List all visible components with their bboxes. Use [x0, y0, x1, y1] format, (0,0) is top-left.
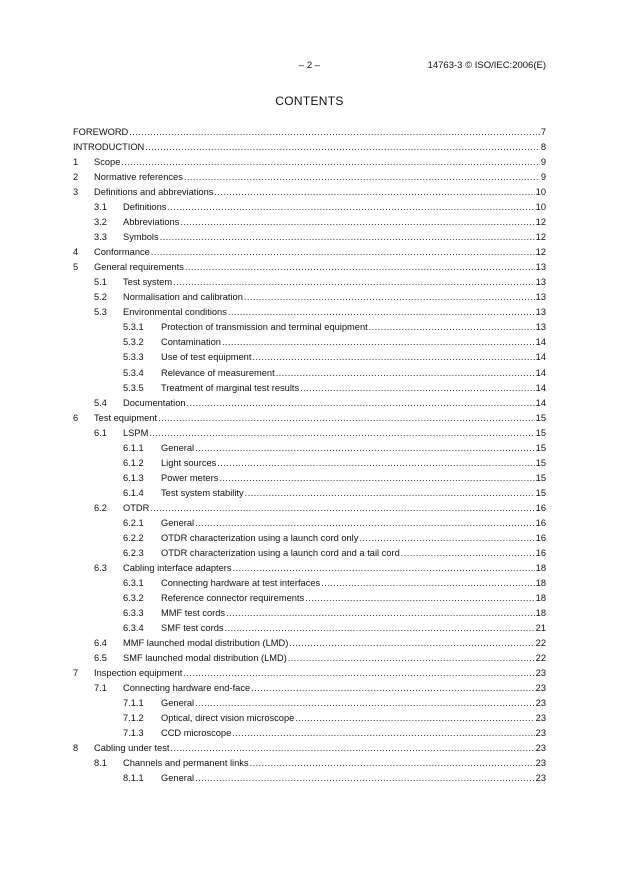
- toc-entry-title: Use of test equipment: [161, 352, 252, 363]
- toc-entry-number: 1: [73, 157, 79, 168]
- toc-entry-page: 22: [535, 653, 546, 664]
- toc-entry-number: 5.4: [94, 397, 107, 408]
- toc-entry-page: 15: [535, 427, 546, 438]
- toc-entry-number: 6.3.2: [123, 592, 144, 603]
- toc-entry-title: Symbols: [123, 232, 159, 243]
- toc-entry[interactable]: [73, 275, 546, 290]
- toc-entry-page: 16: [535, 532, 546, 543]
- toc-entry[interactable]: [73, 125, 546, 140]
- toc-leader-dots: [151, 245, 535, 260]
- toc-entry-number: 5.3.5: [123, 382, 144, 393]
- toc-leader-dots: [187, 396, 535, 411]
- toc-entry-number: 8: [73, 743, 79, 754]
- toc-entry-page: 15: [535, 442, 546, 453]
- toc-entry-page: 13: [535, 322, 546, 333]
- toc-leader-dots: [219, 471, 534, 486]
- toc-entry-title: OTDR: [123, 502, 150, 513]
- toc-leader-dots: [214, 185, 534, 200]
- toc-entry-number: 6.1.2: [123, 457, 144, 468]
- toc-entry-page: 23: [535, 758, 546, 769]
- toc-leader-dots: [276, 366, 535, 381]
- toc-entry-number: 6.1: [94, 427, 107, 438]
- toc-entry-title: Environmental conditions: [123, 307, 227, 318]
- toc-entry[interactable]: [73, 711, 546, 726]
- toc-leader-dots: [251, 681, 535, 696]
- toc-entry-title: General: [161, 517, 195, 528]
- toc-entry-number: 5.3.3: [123, 352, 144, 363]
- toc-entry[interactable]: [73, 651, 546, 666]
- toc-entry-page: 15: [535, 457, 546, 468]
- toc-entry-page: 23: [535, 728, 546, 739]
- toc-entry-title: FOREWORD: [73, 127, 129, 137]
- toc-leader-dots: [145, 140, 540, 155]
- toc-entry-number: 6.1.4: [123, 487, 144, 498]
- document-id: 14763-3 © ISO/IEC:2006(E): [427, 60, 546, 71]
- toc-entry[interactable]: [73, 411, 546, 426]
- toc-entry-title: Contamination: [161, 337, 221, 348]
- toc-entry-number: 3.2: [94, 217, 107, 228]
- toc-entry[interactable]: [73, 215, 546, 230]
- page-header: [0, 60, 619, 74]
- toc-entry[interactable]: [73, 621, 546, 636]
- toc-entry[interactable]: [73, 771, 546, 786]
- toc-entry-page: 18: [535, 577, 546, 588]
- toc-leader-dots: [232, 726, 534, 741]
- toc-leader-dots: [195, 516, 535, 531]
- toc-leader-dots: [321, 576, 534, 591]
- toc-entry-page: 15: [535, 487, 546, 498]
- toc-entry[interactable]: [73, 185, 546, 200]
- toc-leader-dots: [173, 275, 535, 290]
- toc-leader-dots: [244, 290, 535, 305]
- toc-entry-title: Test system: [123, 277, 173, 288]
- toc-entry[interactable]: [73, 140, 546, 155]
- toc-entry-page: 15: [535, 412, 546, 423]
- toc-entry-number: 5.2: [94, 292, 107, 303]
- toc-entry-number: 6.4: [94, 638, 107, 649]
- toc-leader-dots: [183, 666, 534, 681]
- toc-entry-page: 13: [535, 262, 546, 273]
- toc-entry-title: General: [161, 442, 195, 453]
- toc-entry-page: 14: [535, 367, 546, 378]
- toc-leader-dots: [170, 741, 534, 756]
- toc-entry-page: 23: [535, 668, 546, 679]
- toc-entry[interactable]: [73, 666, 546, 681]
- toc-entry-number: 4: [73, 247, 79, 258]
- toc-leader-dots: [184, 170, 540, 185]
- toc-entry-page: 23: [535, 713, 546, 724]
- toc-entry-page: 14: [535, 337, 546, 348]
- toc-entry[interactable]: [73, 350, 546, 365]
- toc-entry-title: Channels and permanent links: [123, 758, 249, 769]
- toc-entry-title: OTDR characterization using a launch cord only: [161, 532, 359, 543]
- toc-entry[interactable]: [73, 290, 546, 305]
- toc-entry-page: 16: [535, 517, 546, 528]
- toc-entry-title: Light sources: [161, 457, 217, 468]
- toc-entry-title: SMF test cords: [161, 623, 224, 634]
- toc-entry[interactable]: [73, 441, 546, 456]
- toc-entry-number: 5.3.4: [123, 367, 144, 378]
- toc-entry-title: Connecting hardware at test interfaces: [161, 577, 321, 588]
- toc-entry[interactable]: [73, 471, 546, 486]
- toc-leader-dots: [150, 501, 534, 516]
- toc-entry-page: 21: [535, 623, 546, 634]
- toc-entry-title: OTDR characterization using a launch cord and a tail cord: [161, 547, 400, 558]
- toc-entry-title: Test equipment: [94, 412, 158, 423]
- toc-entry-number: 5.3.1: [123, 322, 144, 333]
- toc-leader-dots: [401, 546, 535, 561]
- toc-entry-page: 12: [535, 217, 546, 228]
- toc-leader-dots: [185, 260, 535, 275]
- toc-entry-title: INTRODUCTION: [73, 142, 145, 153]
- toc-leader-dots: [252, 350, 534, 365]
- toc-leader-dots: [121, 155, 539, 170]
- toc-leader-dots: [289, 636, 534, 651]
- toc-entry-title: MMF launched modal distribution (LMD): [123, 638, 289, 649]
- toc-entry-title: General: [161, 773, 195, 784]
- toc-entry-page: 14: [535, 382, 546, 393]
- toc-entry-number: 3.3: [94, 232, 107, 243]
- toc-leader-dots: [288, 651, 535, 666]
- toc-entry[interactable]: [73, 381, 546, 396]
- toc-entry-page: 14: [535, 352, 546, 363]
- toc-leader-dots: [250, 756, 535, 771]
- toc-entry-page: 18: [535, 562, 546, 573]
- toc-entry-page: 23: [535, 698, 546, 709]
- toc-entry-number: 6.3: [94, 562, 107, 573]
- toc-entry-title: LSPM: [123, 427, 149, 438]
- toc-entry-number: 5.1: [94, 277, 107, 288]
- toc-entry-page: 12: [535, 247, 546, 258]
- toc-leader-dots: [195, 441, 535, 456]
- toc-entry-number: 6.2: [94, 502, 107, 513]
- toc-leader-dots: [149, 426, 534, 441]
- toc-entry-number: 7.1: [94, 683, 107, 694]
- toc-leader-dots: [217, 456, 534, 471]
- toc-leader-dots: [369, 320, 535, 335]
- toc-entry-title: Treatment of marginal test results: [161, 382, 300, 393]
- toc-entry-page: 7: [540, 127, 546, 137]
- toc-entry-number: 7.1.1: [123, 698, 144, 709]
- toc-entry[interactable]: [73, 561, 546, 576]
- toc-entry[interactable]: [73, 576, 546, 591]
- toc-leader-dots: [180, 215, 534, 230]
- toc-entry-number: 7.1.3: [123, 728, 144, 739]
- toc-entry-page: 18: [535, 592, 546, 603]
- toc-entry-title: General requirements: [94, 262, 184, 273]
- toc-entry[interactable]: [73, 696, 546, 711]
- toc-entry[interactable]: [73, 726, 546, 741]
- toc-entry-title: Connecting hardware end-face: [123, 683, 251, 694]
- page-title: CONTENTS: [275, 94, 344, 108]
- toc-entry-number: 5: [73, 262, 79, 273]
- toc-entry-number: 6.3.1: [123, 577, 144, 588]
- toc-entry-number: 5.3.2: [123, 337, 144, 348]
- toc-entry[interactable]: [73, 230, 546, 245]
- toc-entry-page: 13: [535, 277, 546, 288]
- toc-entry[interactable]: [73, 741, 546, 756]
- toc-entry-number: 8.1.1: [123, 773, 144, 784]
- toc-entry-page: 8: [540, 142, 546, 153]
- toc-entry-number: 6.1.1: [123, 442, 144, 453]
- toc-entry-number: 5.3: [94, 307, 107, 318]
- toc-entry[interactable]: [73, 260, 546, 275]
- toc-leader-dots: [129, 125, 540, 140]
- toc-entry-title: Cabling interface adapters: [123, 562, 232, 573]
- toc-entry-title: Normative references: [94, 172, 183, 183]
- toc-entry-title: SMF launched modal distribution (LMD): [123, 653, 287, 664]
- toc-leader-dots: [305, 591, 535, 606]
- toc-entry-page: 22: [535, 638, 546, 649]
- toc-entry-title: Documentation: [123, 397, 186, 408]
- toc-entry-page: 9: [540, 172, 546, 183]
- toc-entry[interactable]: [73, 756, 546, 771]
- toc-leader-dots: [195, 696, 535, 711]
- toc-entry[interactable]: [73, 606, 546, 621]
- toc-leader-dots: [225, 621, 535, 636]
- toc-entry-page: 23: [535, 773, 546, 784]
- toc-entry[interactable]: [73, 456, 546, 471]
- toc-leader-dots: [300, 381, 535, 396]
- toc-entry-title: Optical, direct vision microscope: [161, 713, 295, 724]
- toc-leader-dots: [359, 531, 534, 546]
- toc-entry-title: Reference connector requirements: [161, 592, 305, 603]
- toc-entry-page: 16: [535, 547, 546, 558]
- toc-entry-number: 7.1.2: [123, 713, 144, 724]
- toc-entry-page: 9: [540, 157, 546, 168]
- toc-entry[interactable]: [73, 486, 546, 501]
- toc-entry[interactable]: [73, 681, 546, 696]
- table-of-contents: [73, 125, 546, 786]
- toc-leader-dots: [167, 200, 534, 215]
- toc-entry-number: 6.3.4: [123, 623, 144, 634]
- toc-entry-title: Test system stability: [161, 487, 244, 498]
- toc-entry-page: 16: [535, 502, 546, 513]
- toc-entry[interactable]: [73, 501, 546, 516]
- toc-entry-number: 6.2.2: [123, 532, 144, 543]
- toc-entry-title: MMF test cords: [161, 608, 226, 618]
- toc-entry[interactable]: [73, 531, 546, 546]
- toc-entry-number: 2: [73, 172, 79, 183]
- toc-entry-page: 10: [535, 202, 546, 213]
- toc-entry-page: 10: [535, 187, 546, 198]
- toc-leader-dots: [195, 771, 535, 786]
- toc-entry[interactable]: [73, 320, 546, 335]
- page-number: – 2 –: [298, 60, 321, 71]
- toc-entry-page: 12: [535, 232, 546, 243]
- toc-entry-title: General: [161, 698, 195, 709]
- toc-entry[interactable]: [73, 305, 546, 320]
- toc-entry[interactable]: [73, 426, 546, 441]
- toc-entry-title: CCD microscope: [161, 728, 232, 739]
- toc-entry-number: 6.2.3: [123, 547, 144, 558]
- toc-entry[interactable]: [73, 245, 546, 260]
- toc-entry-title: Relevance of measurement: [161, 367, 275, 378]
- toc-entry-title: Definitions: [123, 202, 167, 213]
- toc-entry[interactable]: [73, 546, 546, 561]
- toc-entry-number: 6: [73, 412, 79, 423]
- toc-entry[interactable]: [73, 396, 546, 411]
- toc-entry-number: 8.1: [94, 758, 107, 769]
- toc-entry-title: Cabling under test: [94, 743, 170, 754]
- toc-entry-title: Power meters: [161, 472, 219, 483]
- toc-entry-title: Definitions and abbreviations: [94, 187, 214, 198]
- toc-entry-number: 3: [73, 187, 79, 198]
- toc-entry-number: 7: [73, 668, 79, 679]
- toc-entry[interactable]: [73, 155, 546, 170]
- toc-leader-dots: [158, 411, 535, 426]
- toc-leader-dots: [160, 230, 535, 245]
- toc-entry-title: Protection of transmission and terminal equipment: [161, 322, 368, 333]
- toc-entry-number: 3.1: [94, 202, 107, 213]
- toc-leader-dots: [222, 335, 535, 350]
- toc-entry-page: 23: [535, 683, 546, 694]
- toc-entry-page: 13: [535, 292, 546, 303]
- toc-entry-page: 15: [535, 472, 546, 483]
- toc-entry-page: 23: [535, 743, 546, 754]
- toc-leader-dots: [226, 606, 535, 621]
- toc-leader-dots: [228, 305, 535, 320]
- toc-entry[interactable]: [73, 636, 546, 651]
- toc-entry-number: 6.2.1: [123, 517, 144, 528]
- toc-entry[interactable]: [73, 591, 546, 606]
- toc-entry-title: Inspection equipment: [94, 668, 183, 679]
- toc-entry-title: Normalisation and calibration: [123, 292, 243, 303]
- toc-entry-page: 13: [535, 307, 546, 318]
- toc-entry-number: 6.1.3: [123, 472, 144, 483]
- toc-entry-title: Abbreviations: [123, 217, 180, 228]
- toc-entry[interactable]: [73, 170, 546, 185]
- toc-entry-number: 6.3.3: [123, 608, 144, 618]
- toc-entry-page: 14: [535, 397, 546, 408]
- toc-entry[interactable]: [73, 335, 546, 350]
- toc-leader-dots: [295, 711, 534, 726]
- toc-entry-title: Conformance: [94, 247, 150, 258]
- toc-entry[interactable]: [73, 516, 546, 531]
- toc-entry-page: 18: [535, 608, 546, 618]
- toc-entry-number: 6.5: [94, 653, 107, 664]
- toc-entry[interactable]: [73, 366, 546, 381]
- toc-leader-dots: [245, 486, 535, 501]
- toc-entry[interactable]: [73, 200, 546, 215]
- toc-leader-dots: [233, 561, 535, 576]
- toc-entry-title: Scope: [94, 157, 121, 168]
